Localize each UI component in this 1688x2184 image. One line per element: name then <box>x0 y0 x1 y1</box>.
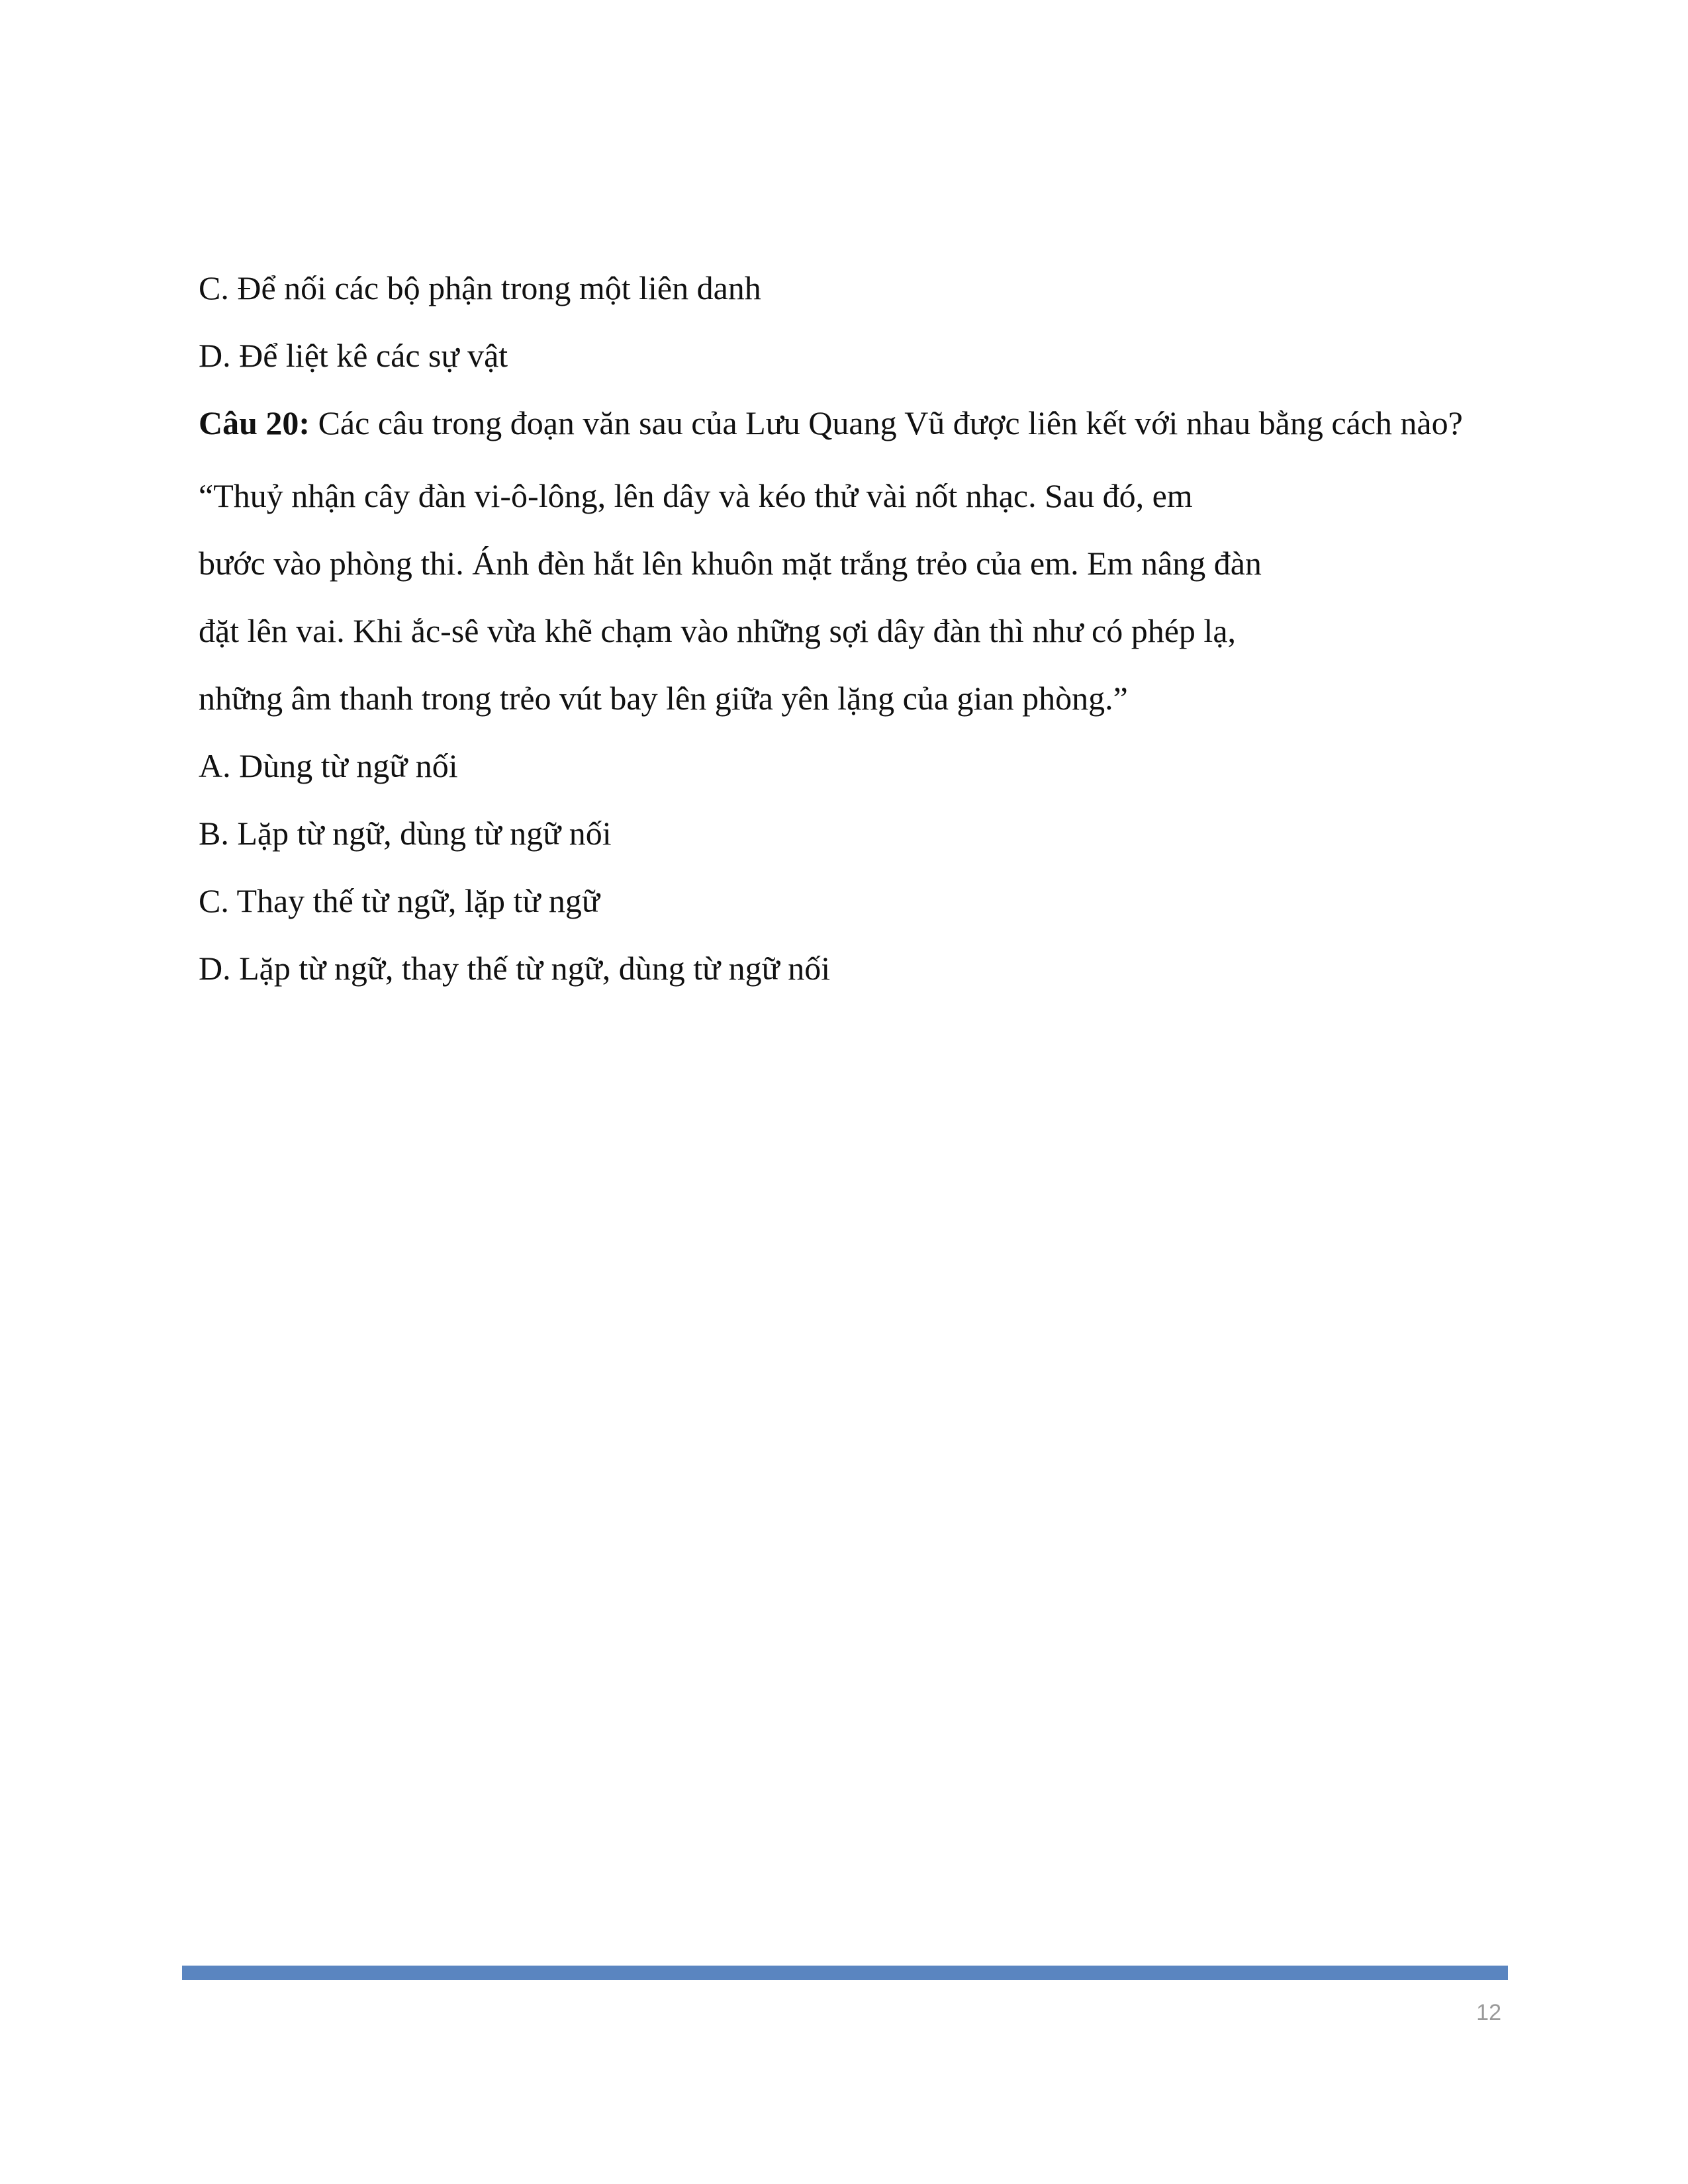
quote-line: những âm thanh trong trẻo vút bay lên giữa yên lặng của gian phòng.” <box>199 680 1128 717</box>
option-d-prev: D. Để liệt kê các sự vật <box>199 337 508 374</box>
question-20 <box>199 403 1496 443</box>
option-d: D. Lặp từ ngữ, thay thế từ ngữ, dùng từ ngữ nối <box>199 950 831 987</box>
question-text: Các câu trong đoạn văn sau của Lưu Quang Vũ được liên kết với nhau bằng cách nào? <box>310 404 1463 441</box>
question-label: Câu 20: <box>199 404 310 441</box>
option-a: A. Dùng từ ngữ nối <box>199 747 458 784</box>
option-c: C. Thay thế từ ngữ, lặp từ ngữ <box>199 882 600 919</box>
quote-line: “Thuỷ nhận cây đàn vi-ô-lông, lên dây và kéo thử vài nốt nhạc. Sau đó, em <box>199 477 1193 514</box>
footer-divider-bar <box>182 1966 1508 1980</box>
quote-line: bước vào phòng thi. Ánh đèn hắt lên khuôn mặt trắng trẻo của em. Em nâng đàn <box>199 545 1262 582</box>
quote-line: đặt lên vai. Khi ắc-sê vừa khẽ chạm vào những sợi dây đàn thì như có phép lạ, <box>199 612 1237 649</box>
option-b: B. Lặp từ ngữ, dùng từ ngữ nối <box>199 815 612 852</box>
page-number: 12 <box>1476 2000 1501 2025</box>
option-c-prev: C. Để nối các bộ phận trong một liên danh <box>199 269 761 306</box>
page-content <box>199 268 1496 988</box>
